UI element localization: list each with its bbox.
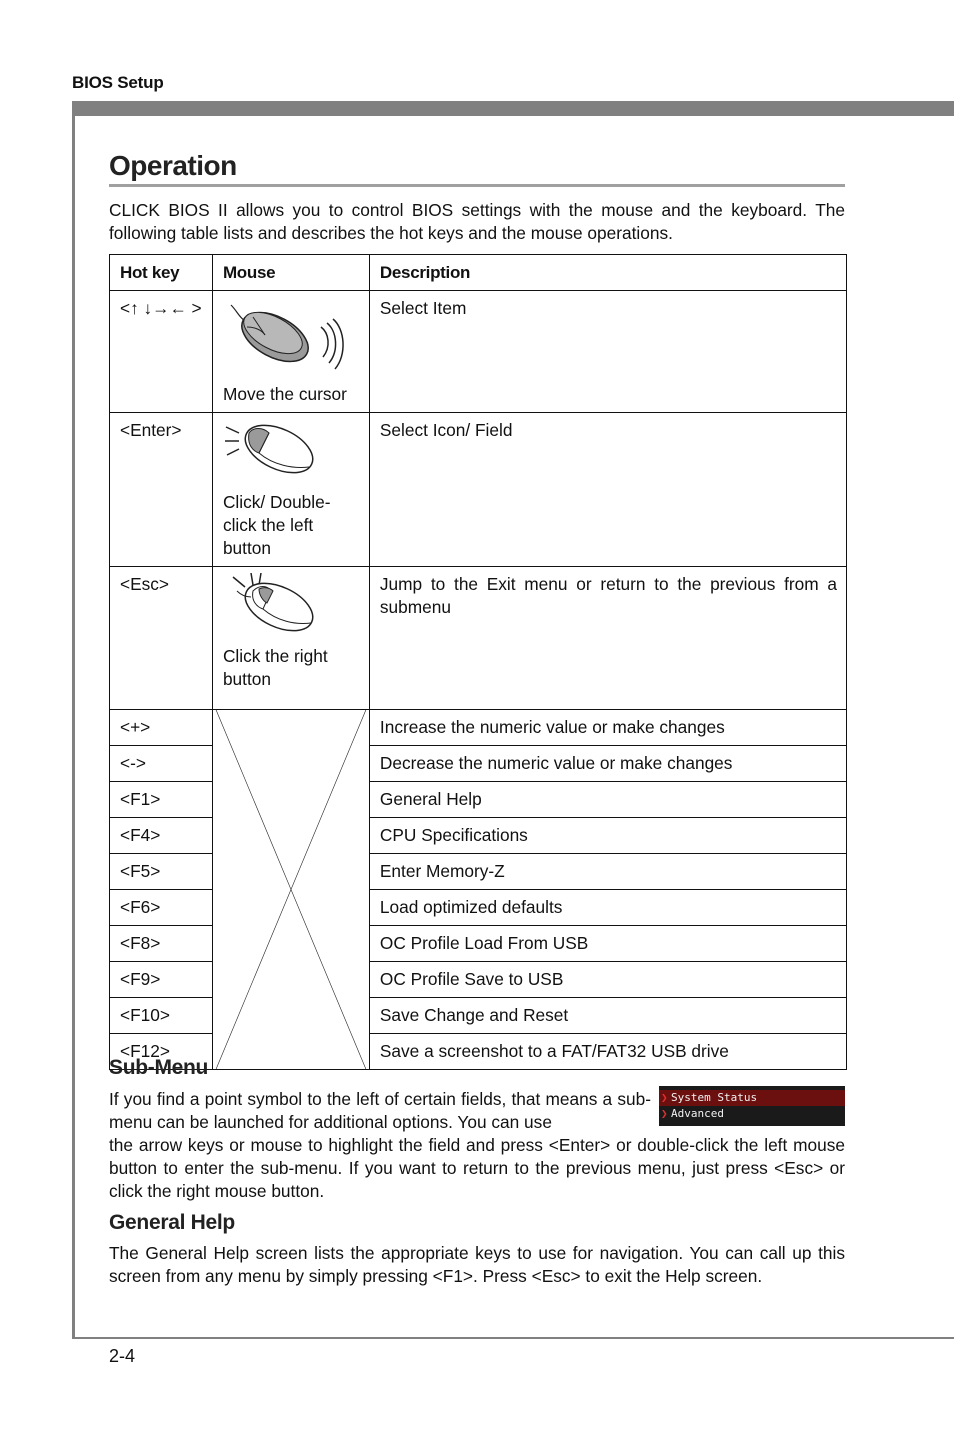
mouse-cell <box>212 567 369 710</box>
table-row <box>110 291 847 413</box>
hotkey-cell: <F1> <box>110 782 213 818</box>
header-hotkey: Hot key <box>110 255 213 291</box>
description-cell: Jump to the Exit menu or return to the previous from a submenu <box>369 567 846 710</box>
page-title: Operation <box>109 150 237 181</box>
hotkey-cell: <F9> <box>110 962 213 998</box>
description-cell: Select Icon/ Field <box>369 413 846 567</box>
table-row <box>110 413 847 567</box>
screenshot-row-highlighted <box>659 1090 845 1106</box>
description-cell: Save Change and Reset <box>369 998 846 1034</box>
hotkey-table <box>109 254 847 1070</box>
hotkey-cell: <F5> <box>110 854 213 890</box>
header-mouse: Mouse <box>212 255 369 291</box>
hotkey-cell: <↑ ↓→← > <box>110 291 213 413</box>
mouse-cell <box>212 291 369 413</box>
header-description: Description <box>369 255 846 291</box>
description-cell: Select Item <box>369 291 846 413</box>
screenshot-row <box>659 1106 845 1122</box>
submenu-paragraph-part1: If you find a point symbol to the left of certain fields, that means a sub-menu can be launched for additional options. You can use <box>109 1089 651 1132</box>
description-cell: Increase the numeric value or make changes <box>369 710 846 746</box>
submenu-paragraph-part2: the arrow keys or mouse to highlight the field and press <Enter> or double-click the left mouse button to enter the sub-menu. If you want to return to the previous menu, just press <Esc> or click the right mouse button. <box>109 1135 845 1201</box>
description-cell: Decrease the numeric value or make changes <box>369 746 846 782</box>
general-help-heading: General Help <box>109 1211 235 1234</box>
mouse-caption: Click the right button <box>222 646 328 689</box>
hotkey-cell: <F10> <box>110 998 213 1034</box>
submenu-screenshot <box>659 1086 845 1126</box>
mouse-caption: Click/ Double-click the left button <box>222 492 331 558</box>
chevron-right-icon: ❯ <box>661 1107 668 1120</box>
description-cell: Enter Memory-Z <box>369 854 846 890</box>
hotkey-cell: <F4> <box>110 818 213 854</box>
top-rule-bar <box>72 101 954 116</box>
hotkey-cell: <Esc> <box>110 567 213 710</box>
no-mouse-cell <box>212 710 369 1070</box>
hotkey-cell: <-> <box>110 746 213 782</box>
mouse-move-icon <box>223 297 353 375</box>
section-header: BIOS Setup <box>72 73 164 92</box>
chevron-right-icon: ❯ <box>661 1091 668 1104</box>
left-margin-rule <box>72 101 75 1339</box>
hotkey-cell: <F6> <box>110 890 213 926</box>
page-number: 2-4 <box>109 1346 136 1366</box>
mouse-cell <box>212 413 369 567</box>
general-help-paragraph: The General Help screen lists the appropriate keys to use for navigation. You can call up this screen from any menu by simply pressing <F1>. Press <Esc> to exit the Help screen. <box>109 1243 845 1286</box>
description-cell: CPU Specifications <box>369 818 846 854</box>
screenshot-item: System Status <box>671 1091 758 1104</box>
description-cell: General Help <box>369 782 846 818</box>
mouse-left-click-icon <box>223 419 323 481</box>
description-cell: OC Profile Load From USB <box>369 926 846 962</box>
hotkey-cell: <F8> <box>110 926 213 962</box>
hotkey-cell: <F12> <box>110 1034 213 1070</box>
cross-out-mark <box>213 710 369 1069</box>
description-cell: OC Profile Save to USB <box>369 962 846 998</box>
description-cell: Load optimized defaults <box>369 890 846 926</box>
hotkey-cell: <+> <box>110 710 213 746</box>
mouse-right-click-icon <box>223 573 323 635</box>
intro-paragraph: CLICK BIOS II allows you to control BIOS settings with the mouse and the keyboard. The following table lists and describes the hot keys and the mouse operations. <box>109 200 845 243</box>
description-cell: Save a screenshot to a FAT/FAT32 USB drive <box>369 1034 846 1070</box>
submenu-heading: Sub-Menu <box>109 1056 209 1079</box>
table-row <box>110 567 847 710</box>
screenshot-item: Advanced <box>671 1107 724 1120</box>
table-row <box>110 710 847 746</box>
mouse-caption: Move the cursor <box>222 384 347 404</box>
title-underline <box>109 184 845 187</box>
hotkey-cell: <Enter> <box>110 413 213 567</box>
bottom-rule <box>72 1337 954 1339</box>
table-header-row <box>110 255 847 291</box>
